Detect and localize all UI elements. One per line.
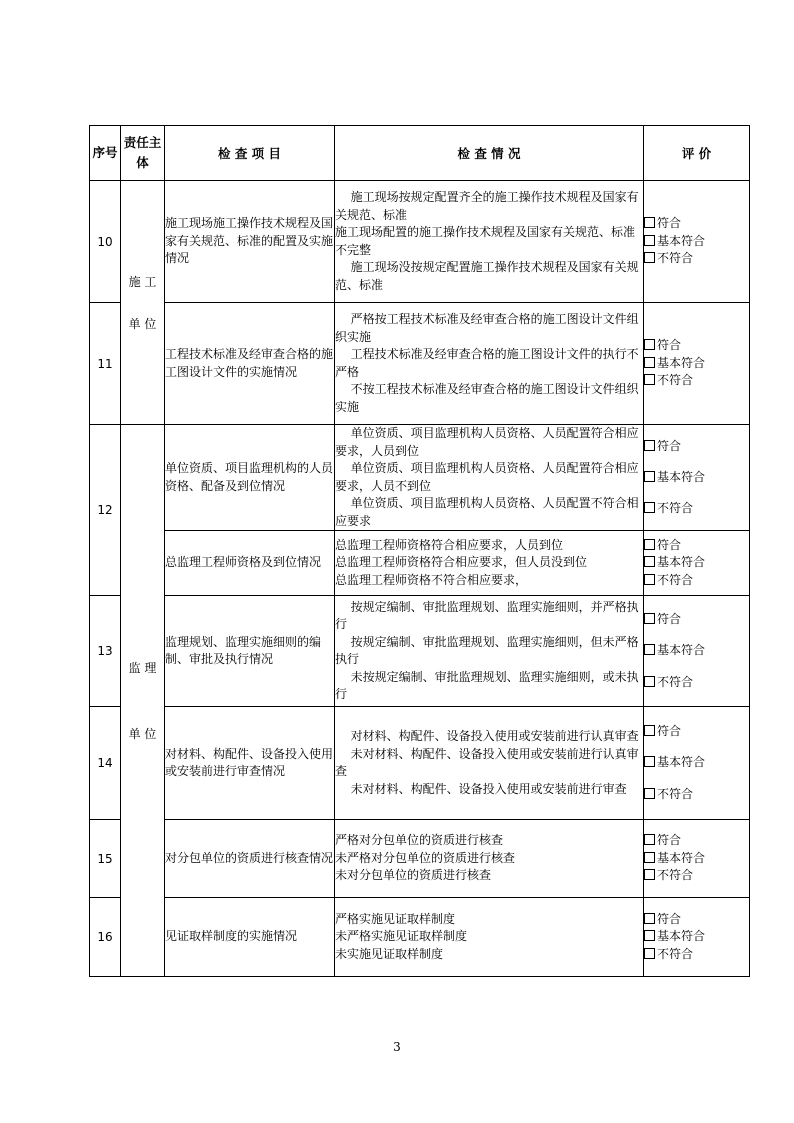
header-row (90, 126, 750, 181)
check-item: 见证取样制度的实施情况 (165, 898, 335, 977)
subject-supervision: 监 理 单 位 (121, 425, 165, 977)
checkbox-icon[interactable] (644, 725, 655, 736)
header-condition: 检 查 情 况 (335, 126, 644, 181)
checkbox-icon[interactable] (644, 948, 655, 959)
check-item: 对材料、构配件、设备投入使用或安装前进行审查情况 (165, 707, 335, 820)
check-condition (335, 707, 644, 820)
condition-line: 严格实施见证取样制度 (335, 911, 456, 926)
condition-line: 施工现场配置的施工操作技术规程及国家有关规范、标准不完整 (335, 225, 636, 257)
checkbox-icon[interactable] (644, 930, 655, 941)
option-basic-conform[interactable]: 基本符合 (644, 642, 749, 660)
condition-line: 工程技术标准及经审查合格的施工图设计文件的执行不严格 (335, 347, 639, 379)
checkbox-icon[interactable] (644, 339, 655, 350)
row-number: 16 (90, 898, 121, 977)
checkbox-icon[interactable] (644, 644, 655, 655)
evaluation-cell (644, 303, 750, 425)
check-condition (335, 820, 644, 898)
condition-line: 总监理工程师资格符合相应要求，人员到位 (335, 537, 564, 552)
option-basic-conform[interactable]: 基本符合 (644, 469, 749, 487)
condition-line: 对材料、构配件、设备投入使用或安装前进行认真审查 (350, 729, 639, 743)
checkbox-icon[interactable] (644, 852, 655, 863)
checkbox-icon[interactable] (644, 913, 655, 924)
condition-line: 严格对分包单位的资质进行核查 (335, 833, 504, 848)
option-basic-conform[interactable]: 基本符合 (644, 754, 749, 772)
table-row (90, 303, 750, 425)
row-number: 15 (90, 820, 121, 898)
checkbox-icon[interactable] (644, 440, 655, 451)
checkbox-icon[interactable] (644, 539, 655, 550)
condition-line: 未按规定编制、审批监理规划、监理实施细则，或未执行 (335, 669, 639, 701)
condition-line: 施工现场按规定配置齐全的施工操作技术规程及国家有关规范、标准 (335, 190, 639, 222)
checkbox-icon[interactable] (644, 502, 655, 513)
table-row (90, 425, 750, 531)
check-item: 对分包单位的资质进行核查情况 (165, 820, 335, 898)
header-no: 序号 (90, 126, 121, 181)
condition-line: 未严格实施见证取样制度 (335, 929, 468, 944)
condition-line: 总监理工程师资格符合相应要求，但人员没到位 (335, 555, 588, 570)
table-row (90, 596, 750, 707)
check-condition (335, 303, 644, 425)
subject-construction: 施 工 单 位 (121, 181, 165, 425)
condition-line: 单位资质、项目监理机构人员资格、人员配置符合相应要求，人员不到位 (335, 461, 639, 493)
evaluation-cell (644, 425, 750, 531)
row-number: 11 (90, 303, 121, 425)
checkbox-icon[interactable] (644, 788, 655, 799)
option-conform[interactable]: 符合 (644, 832, 749, 850)
condition-line: 未对材料、构配件、设备投入使用或安装前进行审查 (350, 781, 627, 796)
check-condition (335, 596, 644, 707)
option-basic-conform[interactable]: 基本符合 (644, 355, 749, 373)
option-nonconform[interactable]: 不符合 (644, 786, 749, 804)
row-number: 12 (90, 425, 121, 596)
option-nonconform[interactable]: 不符合 (644, 372, 749, 390)
condition-line: 未严格对分包单位的资质进行核查 (335, 850, 516, 865)
evaluation-cell (644, 531, 750, 596)
row-number: 14 (90, 707, 121, 820)
checkbox-icon[interactable] (644, 756, 655, 767)
checkbox-icon[interactable] (644, 834, 655, 845)
option-conform[interactable]: 符合 (644, 438, 749, 456)
checkbox-icon[interactable] (644, 574, 655, 585)
table-row (90, 707, 750, 820)
condition-line: 按规定编制、审批监理规划、监理实施细则，并严格执行 (335, 599, 639, 631)
check-condition (335, 425, 644, 531)
option-nonconform[interactable]: 不符合 (644, 572, 749, 590)
option-nonconform[interactable]: 不符合 (644, 500, 749, 518)
inspection-table (89, 125, 750, 977)
row-number: 10 (90, 181, 121, 303)
row-number: 13 (90, 596, 121, 707)
option-conform[interactable]: 符合 (644, 215, 749, 233)
checkbox-icon[interactable] (644, 217, 655, 228)
checkbox-icon[interactable] (644, 676, 655, 687)
check-item: 工程技术标准及经审查合格的施工图设计文件的实施情况 (165, 303, 335, 425)
table-row (90, 820, 750, 898)
option-conform[interactable]: 符合 (644, 723, 749, 741)
option-basic-conform[interactable]: 基本符合 (644, 928, 749, 946)
option-conform[interactable]: 符合 (644, 337, 749, 355)
option-nonconform[interactable]: 不符合 (644, 867, 749, 885)
condition-line: 总监理工程师资格不符合相应要求， (335, 572, 528, 587)
page-number: 3 (393, 1040, 401, 1054)
evaluation-cell (644, 898, 750, 977)
check-item: 总监理工程师资格及到位情况 (165, 531, 335, 596)
evaluation-cell (644, 181, 750, 303)
option-conform[interactable]: 符合 (644, 537, 749, 555)
header-subject: 责任主体 (121, 126, 165, 181)
check-condition (335, 898, 644, 977)
option-basic-conform[interactable]: 基本符合 (644, 554, 749, 572)
condition-line: 严格按工程技术标准及经审查合格的施工图设计文件组织实施 (335, 312, 639, 344)
condition-line: 不按工程技术标准及经审查合格的施工图设计文件组织实施 (335, 382, 639, 414)
header-item: 检 查 项 目 (165, 126, 335, 181)
checkbox-icon[interactable] (644, 556, 655, 567)
checkbox-icon[interactable] (644, 374, 655, 385)
option-basic-conform[interactable]: 基本符合 (644, 850, 749, 868)
evaluation-cell (644, 820, 750, 898)
checkbox-icon[interactable] (644, 613, 655, 624)
table-row (90, 181, 750, 303)
check-item: 单位资质、项目监理机构的人员资格、配备及到位情况 (165, 425, 335, 531)
option-nonconform[interactable]: 不符合 (644, 250, 749, 268)
check-condition (335, 181, 644, 303)
checkbox-icon[interactable] (644, 252, 655, 263)
check-item: 施工现场施工操作技术规程及国家有关规范、标准的配置及实施情况 (165, 181, 335, 303)
evaluation-cell (644, 707, 750, 820)
checkbox-icon[interactable] (644, 357, 655, 368)
condition-line: 施工现场没按规定配置施工操作技术规程及国家有关规范、标准 (335, 260, 639, 292)
condition-line: 未对材料、构配件、设备投入使用或安装前进行认真审查 (335, 746, 639, 778)
option-conform[interactable]: 符合 (644, 911, 749, 929)
option-nonconform[interactable]: 不符合 (644, 946, 749, 964)
option-conform[interactable]: 符合 (644, 611, 749, 629)
evaluation-cell (644, 596, 750, 707)
option-nonconform[interactable]: 不符合 (644, 674, 749, 692)
condition-line: 未对分包单位的资质进行核查 (335, 868, 492, 883)
table-row (90, 898, 750, 977)
condition-line: 未实施见证取样制度 (335, 946, 444, 961)
check-item: 监理规划、监理实施细则的编制、审批及执行情况 (165, 596, 335, 707)
option-basic-conform[interactable]: 基本符合 (644, 233, 749, 251)
condition-line: 按规定编制、审批监理规划、监理实施细则，但未严格执行 (335, 634, 639, 666)
check-condition (335, 531, 644, 596)
checkbox-icon[interactable] (644, 869, 655, 880)
checkbox-icon[interactable] (644, 235, 655, 246)
checkbox-icon[interactable] (644, 471, 655, 482)
table-row (90, 531, 750, 596)
header-evaluation: 评 价 (644, 126, 750, 181)
condition-line: 单位资质、项目监理机构人员资格、人员配置符合相应要求，人员到位 (335, 426, 639, 458)
condition-line: 单位资质、项目监理机构人员资格、人员配置不符合相应要求 (335, 496, 639, 528)
